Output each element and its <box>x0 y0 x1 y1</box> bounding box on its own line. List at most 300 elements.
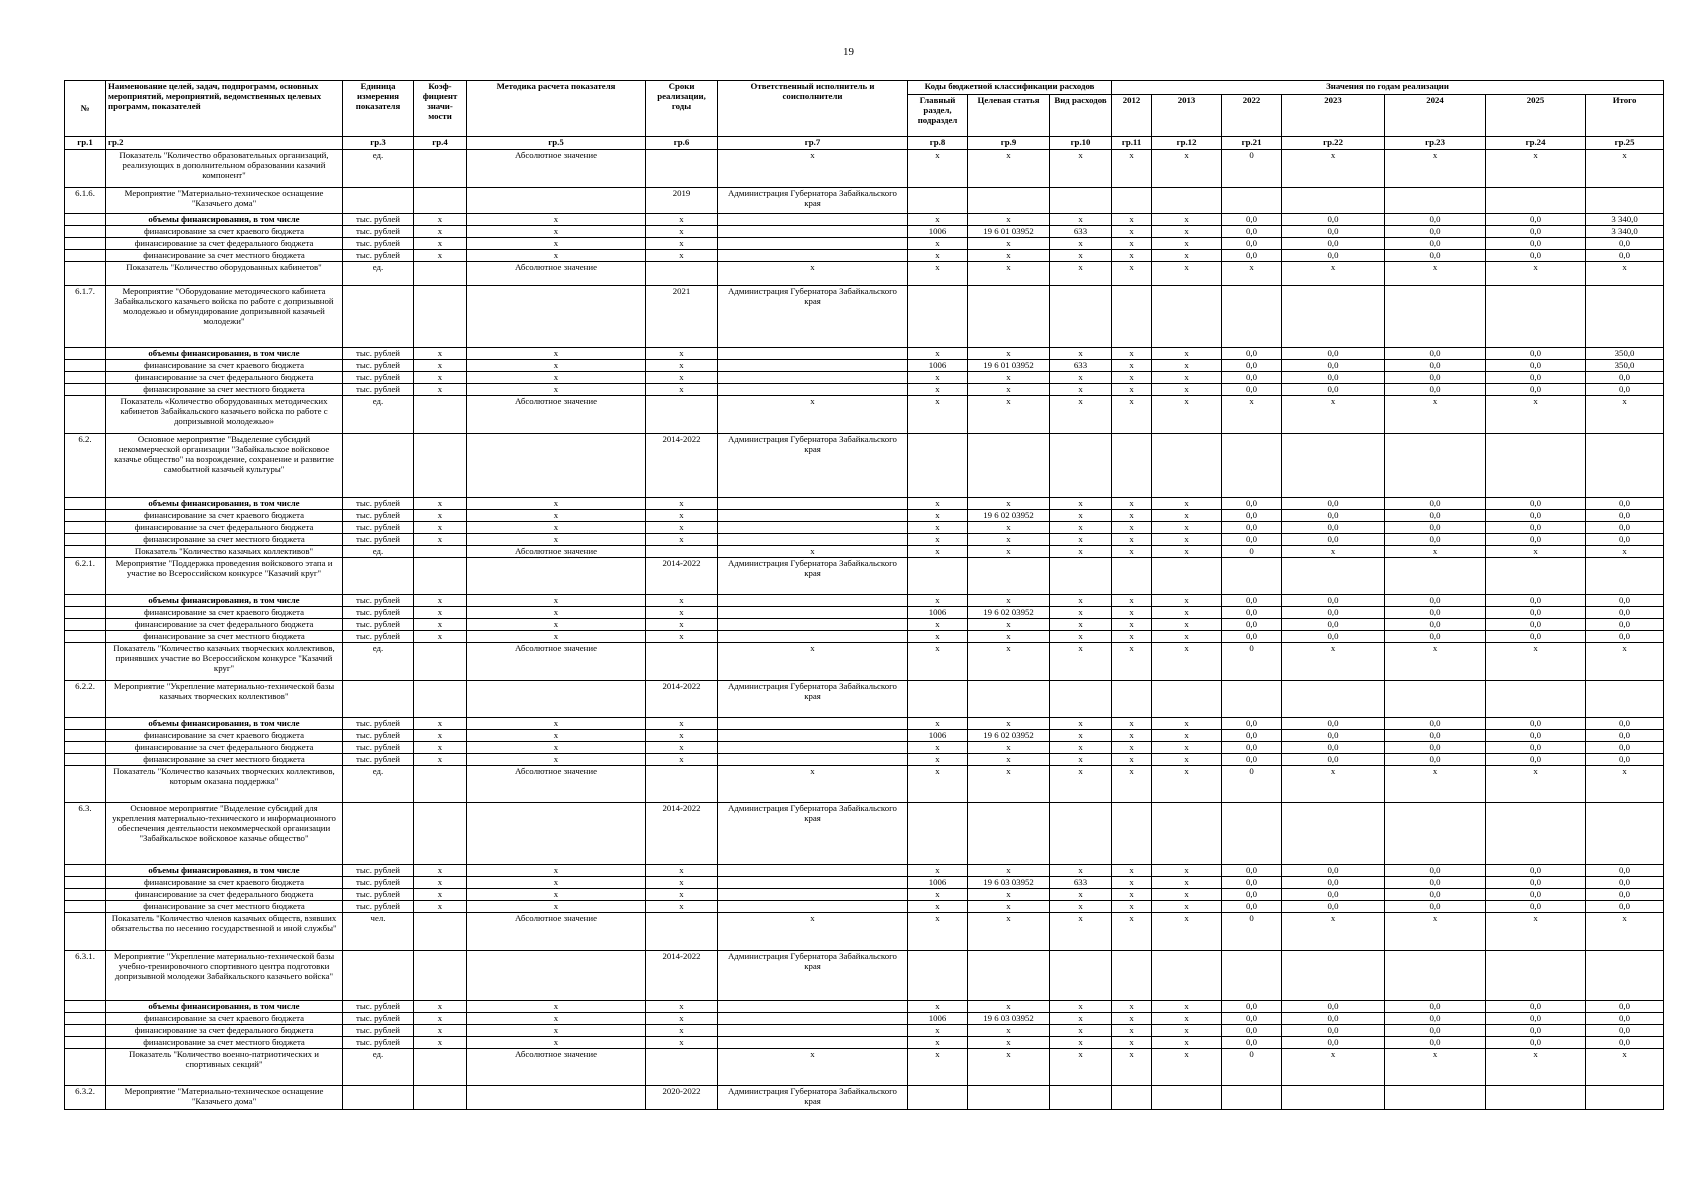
cell <box>718 901 908 913</box>
cell: x <box>646 607 718 619</box>
cell <box>718 595 908 607</box>
cell: x <box>1486 262 1586 286</box>
cell: x <box>646 1013 718 1025</box>
cell: x <box>1112 348 1152 360</box>
column-number: гр.22 <box>1282 137 1385 150</box>
cell: 0,0 <box>1385 889 1486 901</box>
cell: 0,0 <box>1282 238 1385 250</box>
cell: x <box>646 372 718 384</box>
cell: x <box>968 754 1050 766</box>
cell: x <box>1050 595 1112 607</box>
row-name: финансирование за счет краевого бюджета <box>106 510 343 522</box>
cell: 0,0 <box>1385 1001 1486 1013</box>
cell: 0 <box>1222 1049 1282 1086</box>
cell: x <box>467 619 646 631</box>
cell: тыс. рублей <box>343 595 414 607</box>
cell: 0,0 <box>1282 730 1385 742</box>
cell: 0,0 <box>1486 595 1586 607</box>
cell <box>414 286 467 348</box>
cell: x <box>1112 742 1152 754</box>
cell: x <box>1282 262 1385 286</box>
cell: x <box>1222 262 1282 286</box>
cell: x <box>1152 534 1222 546</box>
row-name: финансирование за счет местного бюджета <box>106 384 343 396</box>
cell: x <box>968 250 1050 262</box>
cell: тыс. рублей <box>343 631 414 643</box>
cell: Абсолютное значение <box>467 546 646 558</box>
cell: x <box>1112 730 1152 742</box>
row-name: объемы финансирования, в том числе <box>106 498 343 510</box>
cell <box>343 286 414 348</box>
cell: x <box>1112 226 1152 238</box>
cell: 0,0 <box>1282 250 1385 262</box>
cell: x <box>414 250 467 262</box>
row-number <box>65 889 106 901</box>
row-number <box>65 1001 106 1013</box>
financing-row <box>65 1037 1664 1049</box>
cell <box>718 372 908 384</box>
cell: Администрация Губернатора Забайкальского края <box>718 1086 908 1110</box>
cell: x <box>467 631 646 643</box>
cell: x <box>908 1037 968 1049</box>
cell: Администрация Губернатора Забайкальского края <box>718 434 908 498</box>
cell: x <box>1152 250 1222 262</box>
cell: x <box>1486 643 1586 681</box>
cell: x <box>1486 546 1586 558</box>
cell: 0,0 <box>1586 1025 1664 1037</box>
cell: x <box>908 546 968 558</box>
cell <box>1385 434 1486 498</box>
cell: x <box>1050 1025 1112 1037</box>
cell: тыс. рублей <box>343 372 414 384</box>
cell: 0,0 <box>1222 607 1282 619</box>
cell: x <box>1282 913 1385 951</box>
cell: x <box>467 877 646 889</box>
row-number <box>65 865 106 877</box>
cell <box>467 188 646 214</box>
cell <box>718 754 908 766</box>
cell: x <box>908 262 968 286</box>
cell <box>343 951 414 1001</box>
cell: 0,0 <box>1486 1001 1586 1013</box>
cell: x <box>1050 913 1112 951</box>
cell <box>414 150 467 188</box>
cell <box>1282 1086 1385 1110</box>
cell: x <box>1152 619 1222 631</box>
cell: x <box>718 643 908 681</box>
cell: x <box>1152 396 1222 434</box>
cell: x <box>968 1049 1050 1086</box>
cell: 2021 <box>646 286 718 348</box>
cell: 0,0 <box>1222 372 1282 384</box>
cell <box>1586 558 1664 595</box>
cell: x <box>1050 730 1112 742</box>
cell <box>414 558 467 595</box>
cell <box>718 607 908 619</box>
cell: x <box>1152 742 1222 754</box>
cell: x <box>1152 766 1222 803</box>
cell: x <box>414 619 467 631</box>
cell: 3 340,0 <box>1586 214 1664 226</box>
cell: тыс. рублей <box>343 865 414 877</box>
cell: x <box>1152 901 1222 913</box>
header-article: Целевая статья <box>968 95 1050 137</box>
cell: 0,0 <box>1385 631 1486 643</box>
row-name: Показатель "Количество казачьих творческих коллективов, которым оказана поддержка" <box>106 766 343 803</box>
cell: x <box>646 619 718 631</box>
row-name: Мероприятие "Материально-техническое оснащение "Казачьего дома" <box>106 1086 343 1110</box>
cell: x <box>908 250 968 262</box>
cell: x <box>467 372 646 384</box>
row-name: финансирование за счет краевого бюджета <box>106 226 343 238</box>
cell <box>1050 434 1112 498</box>
cell <box>1112 803 1152 865</box>
cell: 0,0 <box>1486 865 1586 877</box>
cell <box>414 951 467 1001</box>
cell: x <box>467 534 646 546</box>
cell <box>414 681 467 718</box>
cell <box>718 226 908 238</box>
cell: Абсолютное значение <box>467 396 646 434</box>
cell <box>1486 681 1586 718</box>
cell: x <box>646 510 718 522</box>
cell: x <box>414 718 467 730</box>
cell: x <box>1112 754 1152 766</box>
column-number: гр.12 <box>1152 137 1222 150</box>
cell: x <box>1152 546 1222 558</box>
cell <box>467 803 646 865</box>
page-number: 19 <box>843 46 854 58</box>
cell: x <box>467 865 646 877</box>
cell: 633 <box>1050 360 1112 372</box>
cell: x <box>414 214 467 226</box>
row-number <box>65 643 106 681</box>
cell <box>1152 951 1222 1001</box>
header-method: Методика расчета показателя <box>467 81 646 137</box>
cell: 0,0 <box>1486 372 1586 384</box>
financing-row <box>65 250 1664 262</box>
cell <box>1152 681 1222 718</box>
cell <box>718 510 908 522</box>
cell: 0,0 <box>1385 534 1486 546</box>
cell: x <box>467 1037 646 1049</box>
cell: 1006 <box>908 730 968 742</box>
table-header <box>65 81 1664 150</box>
cell: 0,0 <box>1222 226 1282 238</box>
cell <box>343 558 414 595</box>
event-row <box>65 188 1664 214</box>
cell: x <box>1050 1049 1112 1086</box>
cell: x <box>1050 262 1112 286</box>
cell <box>1222 1086 1282 1110</box>
row-number <box>65 150 106 188</box>
cell <box>1385 681 1486 718</box>
row-number <box>65 372 106 384</box>
cell: x <box>968 619 1050 631</box>
cell: x <box>1112 1025 1152 1037</box>
cell <box>467 1086 646 1110</box>
column-number: гр.24 <box>1486 137 1586 150</box>
column-number: гр.11 <box>1112 137 1152 150</box>
cell: тыс. рублей <box>343 384 414 396</box>
cell: x <box>908 865 968 877</box>
cell: 0,0 <box>1385 384 1486 396</box>
financing-row <box>65 348 1664 360</box>
cell: x <box>1586 643 1664 681</box>
cell: x <box>1112 643 1152 681</box>
cell: x <box>1112 901 1152 913</box>
cell: x <box>1152 607 1222 619</box>
cell <box>718 250 908 262</box>
cell: 2014-2022 <box>646 558 718 595</box>
cell: 0,0 <box>1282 595 1385 607</box>
column-number: гр.9 <box>968 137 1050 150</box>
row-number <box>65 510 106 522</box>
financing-row <box>65 889 1664 901</box>
cell <box>1152 1086 1222 1110</box>
cell: Абсолютное значение <box>467 1049 646 1086</box>
cell: 0,0 <box>1586 889 1664 901</box>
cell: 19 6 02 03952 <box>968 510 1050 522</box>
cell: 0,0 <box>1222 534 1282 546</box>
cell: x <box>1282 150 1385 188</box>
cell <box>908 803 968 865</box>
column-number: гр.5 <box>467 137 646 150</box>
cell: x <box>1152 384 1222 396</box>
cell: x <box>968 262 1050 286</box>
cell: 0,0 <box>1282 718 1385 730</box>
financing-row <box>65 238 1664 250</box>
cell: x <box>414 865 467 877</box>
column-number: гр.1 <box>65 137 106 150</box>
cell: тыс. рублей <box>343 522 414 534</box>
cell: 2014-2022 <box>646 951 718 1001</box>
cell: 0,0 <box>1282 1013 1385 1025</box>
cell: x <box>908 348 968 360</box>
cell: x <box>1112 360 1152 372</box>
cell: 0,0 <box>1385 718 1486 730</box>
cell <box>968 951 1050 1001</box>
cell: 0,0 <box>1282 522 1385 534</box>
cell: 0,0 <box>1586 1001 1664 1013</box>
event-row <box>65 434 1664 498</box>
cell: 0,0 <box>1486 534 1586 546</box>
cell: x <box>1385 150 1486 188</box>
cell <box>968 286 1050 348</box>
row-number <box>65 754 106 766</box>
cell: x <box>1112 546 1152 558</box>
cell: x <box>414 226 467 238</box>
event-row <box>65 803 1664 865</box>
header-budget-codes: Коды бюджетной классификации расходов <box>908 81 1112 95</box>
cell <box>646 913 718 951</box>
row-number: 6.2. <box>65 434 106 498</box>
financing-row <box>65 877 1664 889</box>
cell: x <box>414 384 467 396</box>
cell: Администрация Губернатора Забайкальского края <box>718 681 908 718</box>
cell <box>646 262 718 286</box>
cell <box>343 188 414 214</box>
cell: x <box>1050 766 1112 803</box>
row-number <box>65 718 106 730</box>
cell: 0,0 <box>1586 754 1664 766</box>
cell: x <box>968 498 1050 510</box>
cell: x <box>1050 619 1112 631</box>
cell: x <box>1152 643 1222 681</box>
cell: x <box>908 631 968 643</box>
cell: x <box>1152 913 1222 951</box>
cell <box>1222 803 1282 865</box>
cell: ед. <box>343 643 414 681</box>
cell: ед. <box>343 262 414 286</box>
row-number <box>65 498 106 510</box>
cell <box>718 889 908 901</box>
row-number <box>65 214 106 226</box>
row-name: финансирование за счет федерального бюджета <box>106 619 343 631</box>
cell: x <box>1152 865 1222 877</box>
cell <box>1050 286 1112 348</box>
cell: 0,0 <box>1222 631 1282 643</box>
cell: x <box>968 546 1050 558</box>
cell: x <box>1152 595 1222 607</box>
cell <box>646 396 718 434</box>
cell: 0,0 <box>1222 348 1282 360</box>
cell <box>1222 188 1282 214</box>
financing-row <box>65 607 1664 619</box>
cell: 0,0 <box>1586 730 1664 742</box>
cell: x <box>1112 766 1152 803</box>
cell: Администрация Губернатора Забайкальского края <box>718 803 908 865</box>
cell <box>1152 558 1222 595</box>
row-number <box>65 238 106 250</box>
cell: x <box>1050 643 1112 681</box>
row-number <box>65 913 106 951</box>
cell: x <box>718 396 908 434</box>
cell: x <box>1152 718 1222 730</box>
indicator-row <box>65 913 1664 951</box>
financing-row <box>65 522 1664 534</box>
cell: тыс. рублей <box>343 226 414 238</box>
cell: тыс. рублей <box>343 889 414 901</box>
cell <box>1486 188 1586 214</box>
cell: 19 6 02 03952 <box>968 730 1050 742</box>
cell: 3 340,0 <box>1586 226 1664 238</box>
cell: 1006 <box>908 226 968 238</box>
cell: x <box>968 913 1050 951</box>
cell: x <box>1385 396 1486 434</box>
cell: x <box>1112 238 1152 250</box>
cell: 0,0 <box>1385 877 1486 889</box>
cell: x <box>414 348 467 360</box>
cell: 0,0 <box>1282 865 1385 877</box>
cell <box>1152 434 1222 498</box>
cell: x <box>1152 226 1222 238</box>
cell: x <box>1282 546 1385 558</box>
cell: 0,0 <box>1282 607 1385 619</box>
cell: 0,0 <box>1222 1037 1282 1049</box>
cell <box>343 434 414 498</box>
cell: x <box>414 238 467 250</box>
cell <box>718 498 908 510</box>
cell: x <box>646 877 718 889</box>
row-name: объемы финансирования, в том числе <box>106 595 343 607</box>
cell: x <box>1486 766 1586 803</box>
financing-row <box>65 595 1664 607</box>
cell: 0,0 <box>1282 619 1385 631</box>
indicator-row <box>65 766 1664 803</box>
row-number <box>65 534 106 546</box>
cell: x <box>1112 534 1152 546</box>
cell: x <box>1152 522 1222 534</box>
cell: x <box>1586 150 1664 188</box>
cell: x <box>968 766 1050 803</box>
cell: 0,0 <box>1586 250 1664 262</box>
cell: x <box>414 901 467 913</box>
cell: x <box>968 865 1050 877</box>
cell: x <box>414 360 467 372</box>
cell: x <box>1050 865 1112 877</box>
row-name: Показатель "Количество оборудованных кабинетов" <box>106 262 343 286</box>
cell: 0,0 <box>1385 238 1486 250</box>
cell: 1006 <box>908 877 968 889</box>
cell <box>1282 188 1385 214</box>
cell <box>718 742 908 754</box>
cell: x <box>908 718 968 730</box>
cell: 0,0 <box>1222 901 1282 913</box>
cell: x <box>1385 1049 1486 1086</box>
cell: 0,0 <box>1486 498 1586 510</box>
cell: x <box>1050 718 1112 730</box>
cell: 0 <box>1222 766 1282 803</box>
cell: x <box>646 742 718 754</box>
cell: 0,0 <box>1282 631 1385 643</box>
indicator-row <box>65 396 1664 434</box>
cell: x <box>1282 1049 1385 1086</box>
cell: x <box>1112 250 1152 262</box>
cell: Администрация Губернатора Забайкальского края <box>718 286 908 348</box>
cell <box>908 558 968 595</box>
row-number <box>65 262 106 286</box>
cell: x <box>1152 510 1222 522</box>
cell <box>968 434 1050 498</box>
cell <box>646 150 718 188</box>
row-name: Показатель «Количество оборудованных методических кабинетов Забайкальского казачьего войска по работе с допризывной молодежью» <box>106 396 343 434</box>
cell: x <box>646 1001 718 1013</box>
cell: x <box>718 1049 908 1086</box>
row-number <box>65 1025 106 1037</box>
cell: 0 <box>1222 643 1282 681</box>
cell: x <box>467 1001 646 1013</box>
cell: 0,0 <box>1586 534 1664 546</box>
cell: x <box>646 754 718 766</box>
cell: x <box>1586 1049 1664 1086</box>
cell: 0,0 <box>1586 1037 1664 1049</box>
cell: 19 6 03 03952 <box>968 1013 1050 1025</box>
cell: x <box>1586 913 1664 951</box>
cell: x <box>1152 877 1222 889</box>
row-number <box>65 522 106 534</box>
cell: 0,0 <box>1385 1037 1486 1049</box>
cell: 0,0 <box>1586 1013 1664 1025</box>
cell <box>414 396 467 434</box>
cell: Абсолютное значение <box>467 262 646 286</box>
cell: 0,0 <box>1385 360 1486 372</box>
cell: x <box>1152 730 1222 742</box>
cell: 19 6 01 03952 <box>968 226 1050 238</box>
cell: x <box>1222 396 1282 434</box>
row-name: Показатель "Количество казачьих творческих коллективов, принявших участие во Всероссийском конкурсе "Казачий круг" <box>106 643 343 681</box>
row-number <box>65 226 106 238</box>
